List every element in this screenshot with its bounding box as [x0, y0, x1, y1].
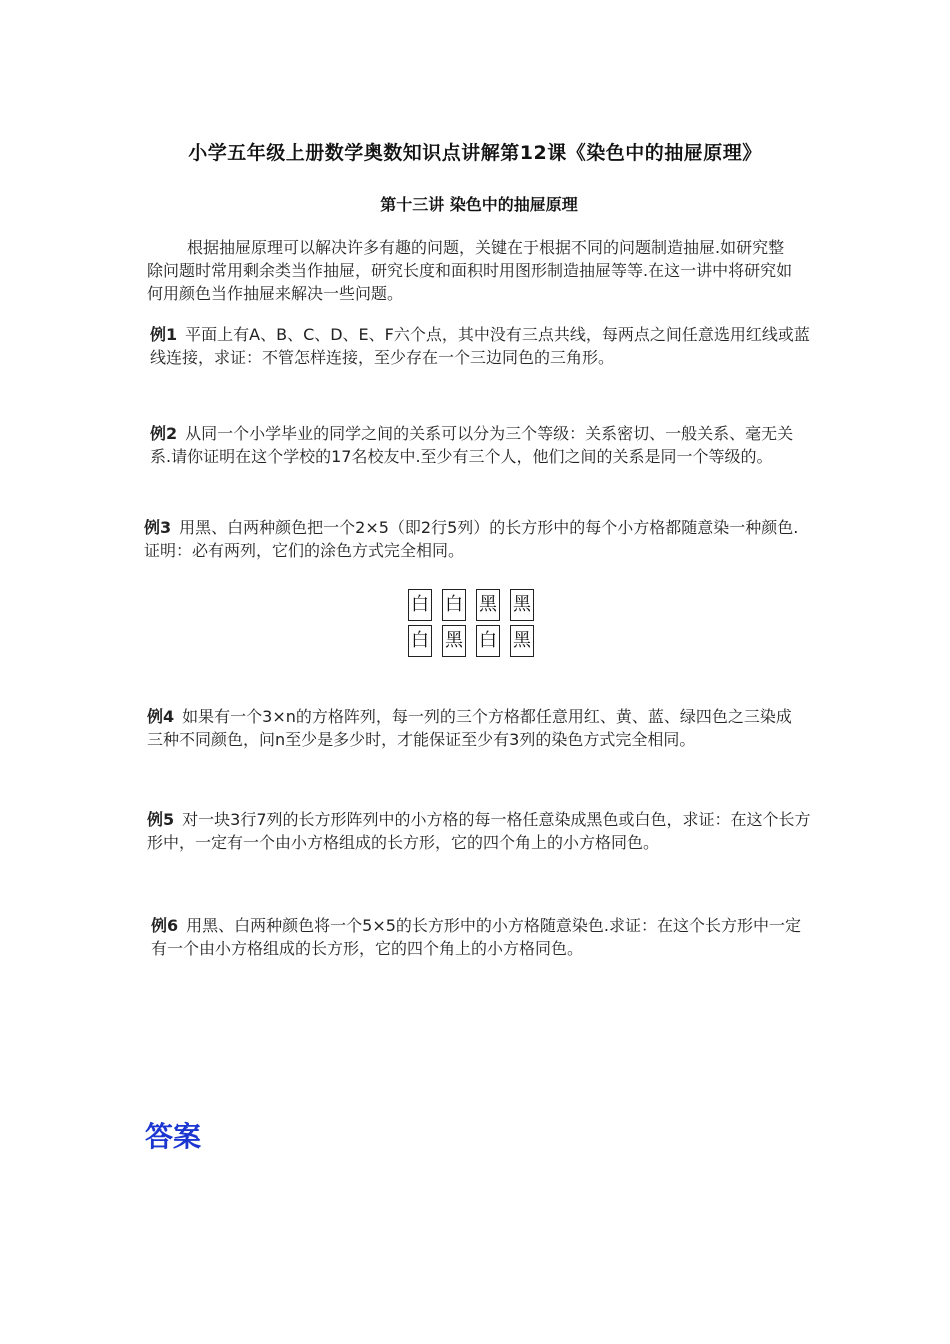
- example-2: [150, 422, 810, 468]
- example-label: 例1: [150, 325, 178, 344]
- grid-cell: 黑: [510, 589, 534, 621]
- example-text: 如果有一个3×n的方格阵列，每一列的三个方格都任意用红、黄、蓝、绿四色之三染成三种不同颜色，问n至少是多少时，才能保证至少有3列的染色方式完全相同。: [147, 707, 792, 749]
- example-text: 用黑、白两种颜色把一个2×5（即2行5列）的长方形中的每个小方格都随意染一种颜色.证明：必有两列，它们的涂色方式完全相同。: [144, 518, 799, 560]
- example-4: [147, 705, 807, 751]
- example-label: 例2: [150, 424, 178, 443]
- example-text: 对一块3行7列的长方形阵列中的小方格的每一格任意染成黑色或白色，求证：在这个长方形中，一定有一个由小方格组成的长方形，它的四个角上的小方格同色。: [147, 810, 811, 852]
- color-grid: [408, 589, 538, 659]
- intro-paragraph: 根据抽屉原理可以解决许多有趣的问题，关键在于根据不同的问题制造抽屉.如研究整除问题时常用剩余类当作抽屉，研究长度和面积时用图形制造抽屉等等.在这一讲中将研究如何用颜色当作抽屉来解决一些问题。: [147, 238, 793, 303]
- example-1: [150, 323, 810, 369]
- example-label: 例5: [147, 810, 175, 829]
- grid-cell: 白: [408, 589, 432, 621]
- grid-cell: 白: [476, 625, 500, 657]
- lesson-title: 第十三讲 染色中的抽屉原理: [380, 195, 578, 214]
- example-label: 例4: [147, 707, 175, 726]
- example-text: 从同一个小学毕业的同学之间的关系可以分为三个等级：关系密切、一般关系、毫无关系.请你证明在这个学校的17名校友中.至少有三个人，他们之间的关系是同一个等级的。: [150, 424, 794, 466]
- example-3: [144, 516, 814, 562]
- document-title: 小学五年级上册数学奥数知识点讲解第12课《染色中的抽屉原理》: [188, 142, 762, 164]
- grid-cell: 白: [408, 625, 432, 657]
- grid-cell: 黑: [476, 589, 500, 621]
- grid-cell: 黑: [442, 625, 466, 657]
- example-label: 例6: [151, 916, 179, 935]
- example-6: [151, 914, 811, 960]
- example-text: 用黑、白两种颜色将一个5×5的长方形中的小方格随意染色.求证：在这个长方形中一定有一个由小方格组成的长方形，它的四个角上的小方格同色。: [151, 916, 801, 958]
- example-text: 平面上有A、B、C、D、E、F六个点，其中没有三点共线，每两点之间任意选用红线或蓝线连接，求证：不管怎样连接，至少存在一个三边同色的三角形。: [150, 325, 810, 367]
- example-label: 例3: [144, 518, 172, 537]
- example-5: [147, 808, 812, 854]
- grid-cell: 黑: [510, 625, 534, 657]
- answer-heading: 答案: [145, 1120, 202, 1153]
- grid-cell: 白: [442, 589, 466, 621]
